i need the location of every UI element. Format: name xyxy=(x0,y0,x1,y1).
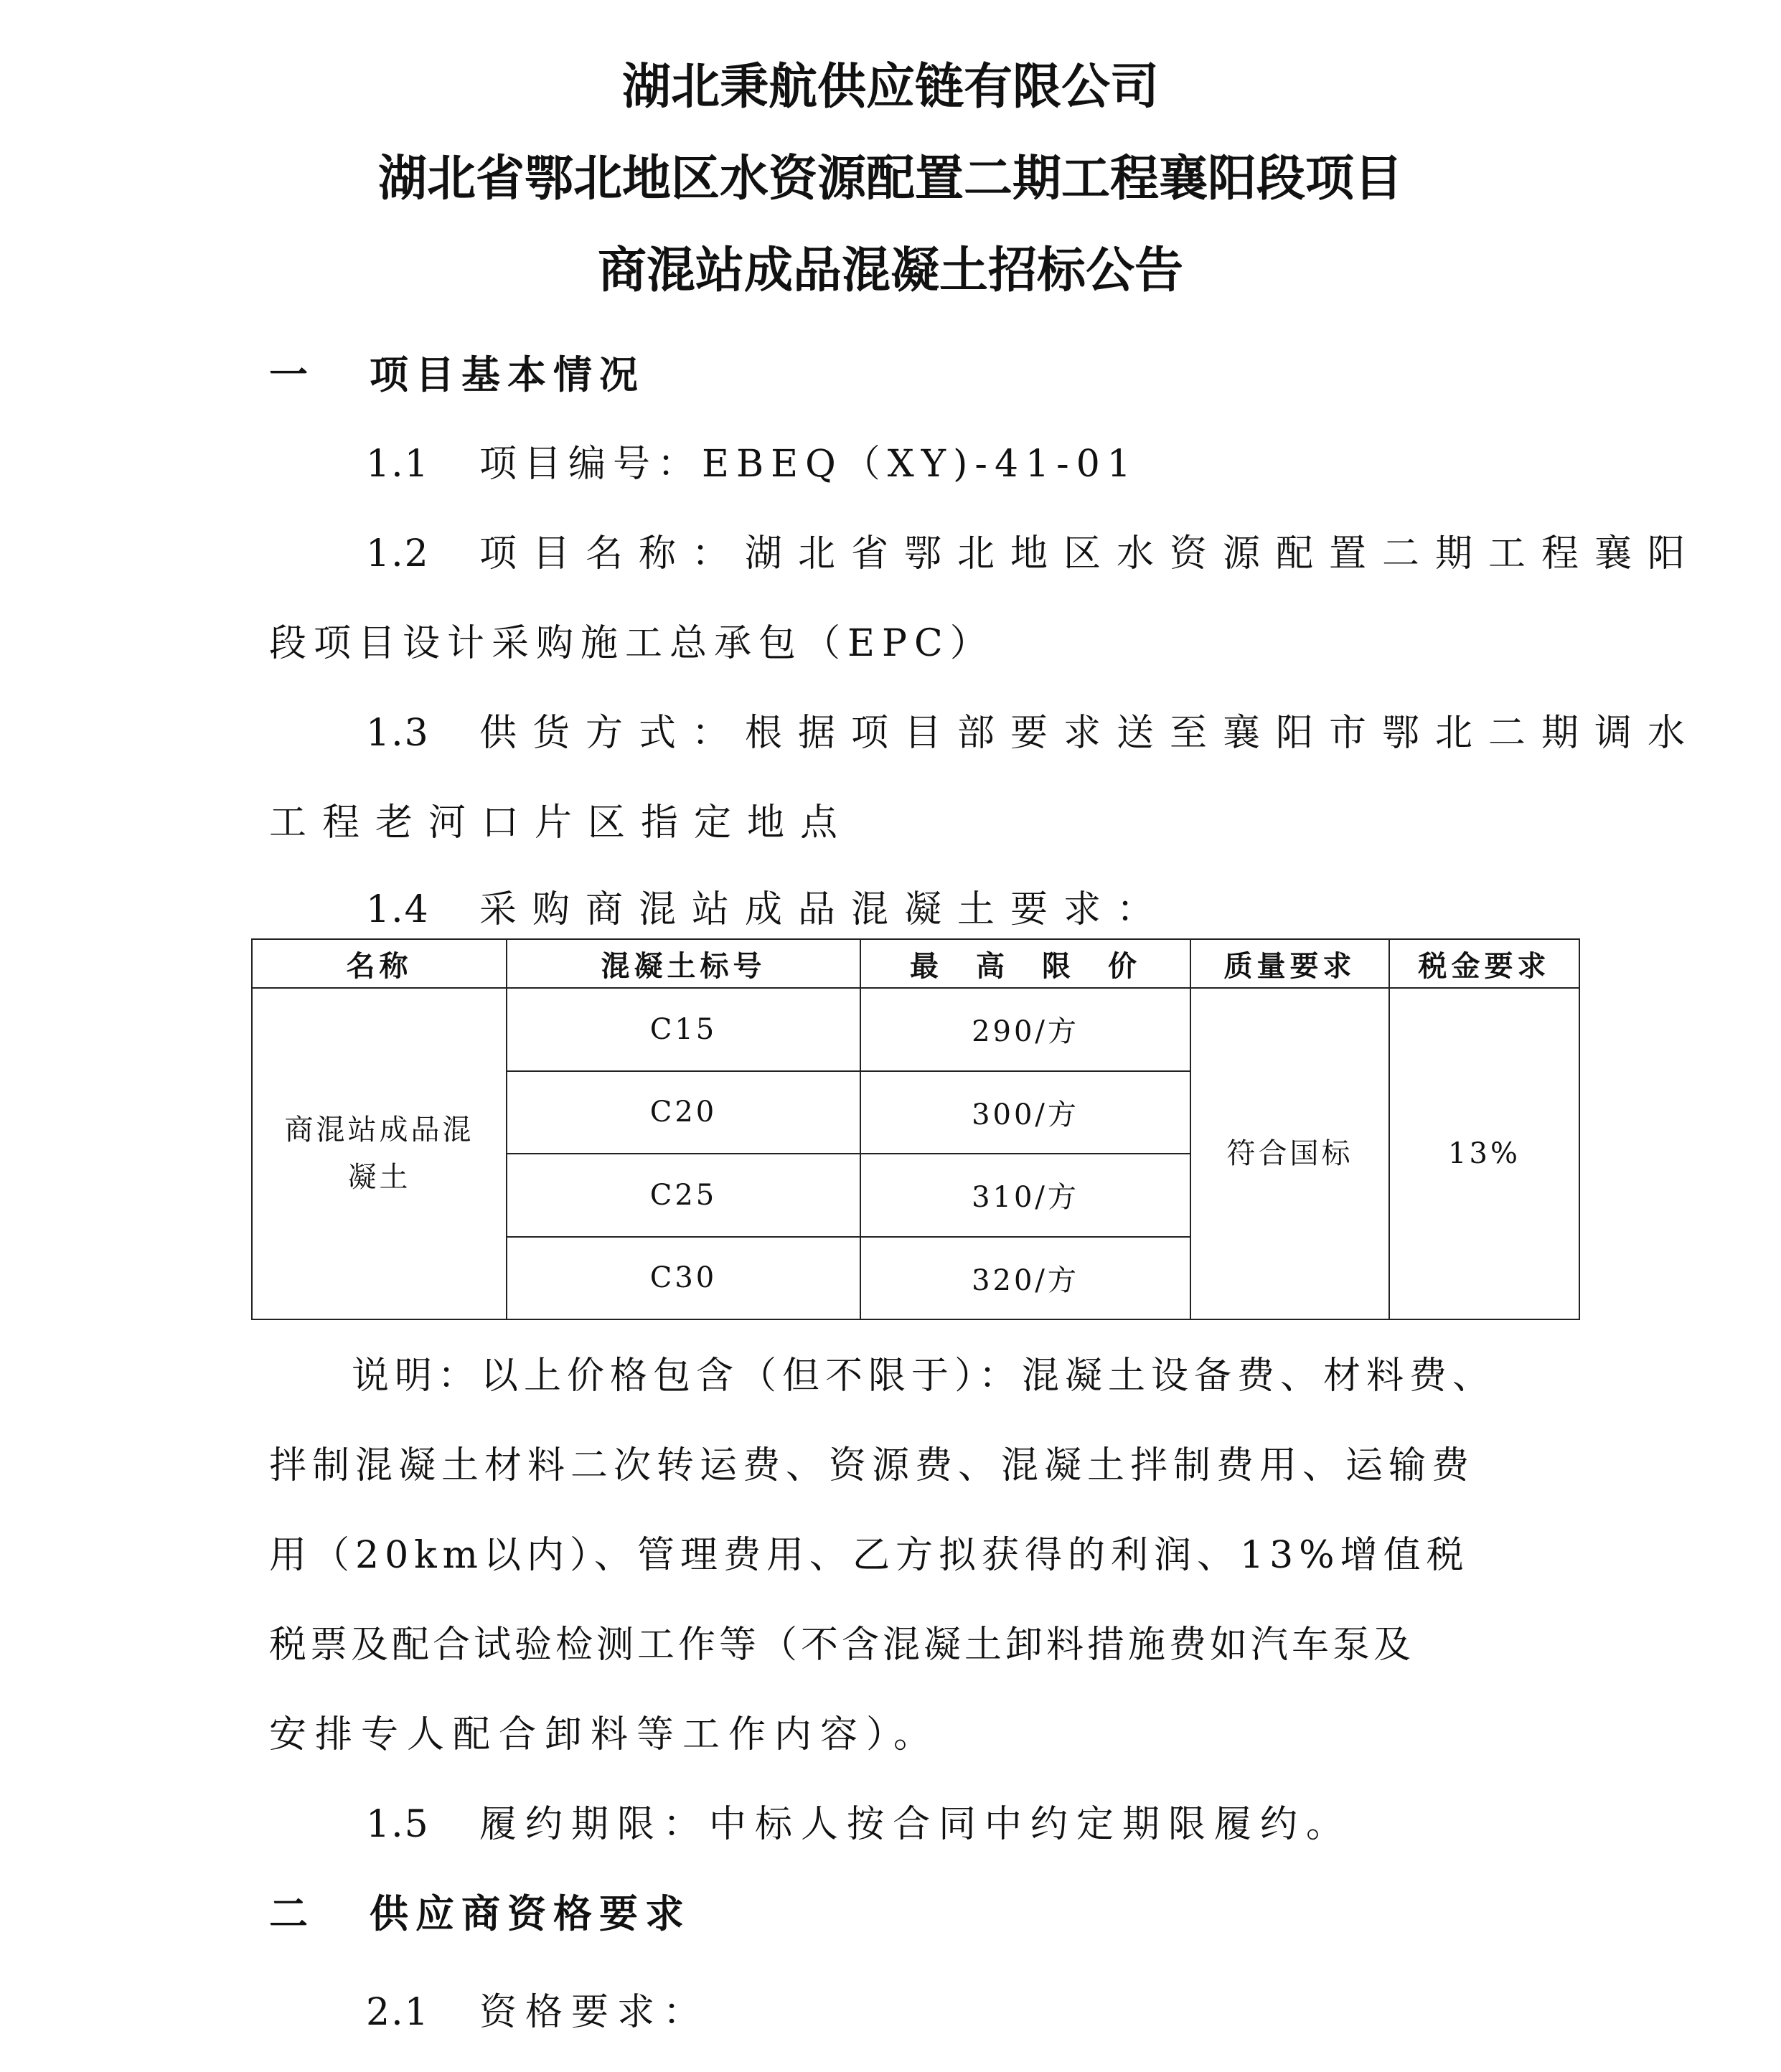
concrete-requirements-table xyxy=(251,938,1580,1320)
col-header-quality: 质量要求 xyxy=(1190,939,1389,988)
section-1-number: 一 xyxy=(269,352,315,397)
note-line-2: 拌制混凝土材料二次转运费、资源费、混凝土拌制费用、运输费 xyxy=(269,1444,1475,1487)
note-line-4: 税票及配合试验检测工作等（不含混凝土卸料措施费如汽车泵及 xyxy=(269,1624,1415,1667)
section-2-title: 供应商资格要求 xyxy=(370,1891,691,1936)
product-name-line2: 凝土 xyxy=(347,1161,411,1194)
price-cell: 300/方 xyxy=(860,1071,1190,1154)
col-header-name: 名称 xyxy=(252,939,507,988)
announcement-title: 商混站成品混凝土招标公告 xyxy=(597,242,1183,299)
tax-cell: 13% xyxy=(1389,988,1579,1319)
section-1-title: 项目基本情况 xyxy=(370,352,645,397)
item-1-4 xyxy=(366,885,1170,935)
item-number: 1.3 xyxy=(366,712,430,755)
quality-cell: 符合国标 xyxy=(1190,988,1389,1319)
price-cell: 290/方 xyxy=(860,988,1190,1071)
item-number: 1.5 xyxy=(366,1803,430,1846)
note-line-5: 安排专人配合卸料等工作内容）。 xyxy=(269,1713,940,1756)
item-text: 履约期限：中标人按合同中约定期限履约。 xyxy=(479,1803,1353,1846)
item-1-3-continued: 工程老河口片区指定地点 xyxy=(269,801,854,844)
item-1-3 xyxy=(366,708,1701,758)
note-line-1: 说明：以上价格包含（但不限于）：混凝土设备费、材料费、 xyxy=(352,1355,1496,1398)
item-1-5 xyxy=(366,1799,1352,1850)
item-1-2-continued: 段项目设计采购施工总承包（EPC） xyxy=(269,622,995,665)
item-text: 供货方式：根据项目部要求送至襄阳市鄂北二期调水 xyxy=(479,712,1701,755)
section-2-heading xyxy=(269,1889,691,1939)
item-number: 1.4 xyxy=(366,888,430,931)
company-title: 湖北秉航供应链有限公司 xyxy=(621,59,1159,116)
section-2-number: 二 xyxy=(269,1891,315,1936)
item-number: 2.1 xyxy=(366,1991,430,2034)
grade-cell: C30 xyxy=(507,1237,860,1320)
product-name-cell xyxy=(252,988,507,1319)
grade-cell: C15 xyxy=(507,988,860,1071)
item-2-1 xyxy=(366,1987,709,2038)
item-1-1 xyxy=(366,439,1138,489)
table-row xyxy=(252,988,1579,1071)
col-header-tax: 税金要求 xyxy=(1389,939,1579,988)
product-name-line1: 商混站成品混 xyxy=(284,1113,474,1146)
price-cell: 320/方 xyxy=(860,1237,1190,1320)
project-title: 湖北省鄂北地区水资源配置二期工程襄阳段项目 xyxy=(377,151,1403,207)
note-line-3: 用（20km以内）、管理费用、乙方拟获得的利润、13%增值税 xyxy=(269,1534,1470,1577)
item-number: 1.2 xyxy=(366,532,430,575)
price-cell: 310/方 xyxy=(860,1154,1190,1237)
col-header-grade: 混凝土标号 xyxy=(507,939,860,988)
grade-cell: C20 xyxy=(507,1071,860,1154)
grade-cell: C25 xyxy=(507,1154,860,1237)
item-number: 1.1 xyxy=(366,443,430,486)
item-text: 项目名称：湖北省鄂北地区水资源配置二期工程襄阳 xyxy=(479,532,1701,575)
table-header-row xyxy=(252,939,1579,988)
col-header-max-price: 最 高 限 价 xyxy=(860,939,1190,988)
item-text: 项目编号：EBEQ（XY)-41-01 xyxy=(479,443,1138,486)
item-text: 资格要求： xyxy=(479,1991,710,2034)
item-1-2 xyxy=(366,529,1701,579)
section-1-heading xyxy=(269,350,645,400)
item-text: 采购商混站成品混凝土要求： xyxy=(479,888,1170,931)
